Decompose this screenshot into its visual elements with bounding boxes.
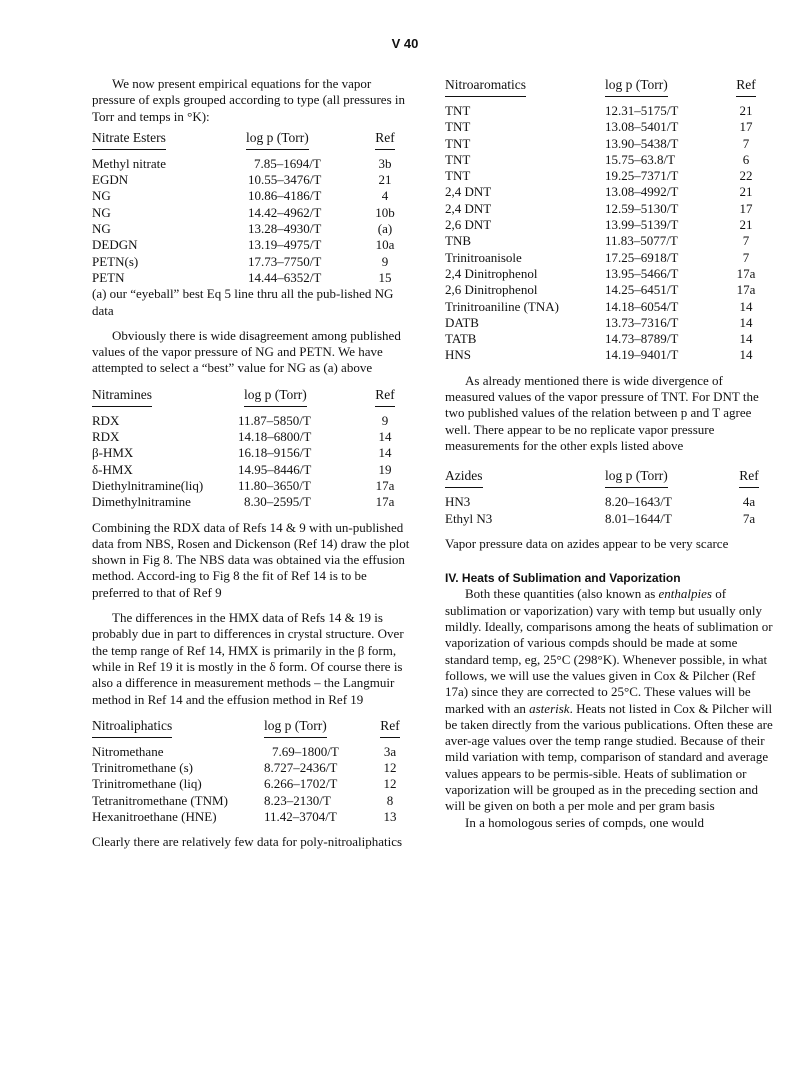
azides-table: [445, 467, 775, 527]
paragraph-homologous: In a homologous series of compds, one would: [465, 814, 705, 830]
table-row: Dimethylnitramine 8.30–2595/T 17a: [92, 494, 395, 510]
nitroaliphatics-table: [92, 717, 412, 825]
table-row: NG 13.28–4930/T (a): [92, 221, 393, 237]
table-row: 2,4 Dinitrophenol 13.95–5466/T 17a: [445, 265, 756, 281]
table-row: PETN(s) 17.73–7750/T 9: [92, 253, 389, 269]
table-row: Trinitromethane (s) 8.727–2436/T 12: [92, 760, 397, 776]
table-row: TNB 11.83–5077/T 7: [445, 233, 750, 249]
column-header-equation: log p (Torr): [238, 386, 358, 413]
paragraph-hmx: The differences in the HMX data of Refs 14 & 19 is probably due in part to differences in crystal structure. Over the temp range of Ref 14, HMX is primarily in the β form, while in Ref 19 it is mostly in the δ form. Of course there is also a difference in measurement methods – the Langmuir method in Ref 14 and the effusion method in Ref 19: [92, 610, 404, 707]
table-row: TATB 14.73–8789/T 14: [445, 331, 753, 347]
table-row: β-HMX 16.18–9156/T 14: [92, 445, 392, 461]
table-row: δ-HMX 14.95–8446/T 19: [92, 461, 392, 477]
column-header-equation: log p (Torr): [264, 717, 368, 744]
table-row: 2,4 DNT 12.59–5130/T 17: [445, 200, 753, 216]
table-row: Diethylnitramine(liq) 11.80–3650/T 17a: [92, 477, 395, 493]
column-header-type: Azides: [445, 467, 605, 494]
table-row: NG 10.86–4186/T 4: [92, 188, 389, 204]
table-footnote: (a) our “eyeball” best Eq 5 line thru all the pub-lished NG data: [92, 286, 394, 318]
table-row: HNS 14.19–9401/T 14: [445, 347, 753, 363]
column-header-type: Nitroaliphatics: [92, 717, 264, 744]
table-row: Ethyl N3 8.01–1644/T 7a: [445, 510, 756, 526]
table-row: Trinitroaniline (TNA) 14.18–6054/T 14: [445, 298, 753, 314]
table-row: 2,6 DNT 13.99–5139/T 21: [445, 217, 753, 233]
column-header-ref: Ref: [358, 129, 412, 156]
table-row: NG 14.42–4962/T 10b: [92, 204, 395, 220]
table-row: PETN 14.44–6352/T 15: [92, 269, 392, 285]
column-header-type: Nitroaromatics: [445, 76, 605, 103]
table-row: Trinitroanisole 17.25–6918/T 7: [445, 249, 750, 265]
paragraph-heats: Both these quantities (also known as enthalpies of sublimation or vaporization) vary with temp but usually only mildly. Ideally, comparisons among the heats of sublimation or vaporization of various compds should be made at some standard temp, eg, 25°C (298°K). Whenever possible, in what follows, we will use the values given in Cox & Pilcher (Ref 17a) since they are corrected to 25°C. These values will be marked with an asterisk. Heats not listed in Cox & Pilcher will be taken directly from the various publications. Often these are aver-age values over the temp range studied. Because of their mild variation with temp, comparison of standard and average values appears to be permis-sible. Heats of sublimation or vaporization will be grouped as in the preceding section and will be given on both a per mole and per gram basis: [445, 586, 773, 814]
table-row: Trinitromethane (liq) 6.266–1702/T 12: [92, 776, 397, 792]
page-number: V 40: [391, 36, 419, 51]
paragraph-rdx: Combining the RDX data of Refs 14 & 9 with un-published data from NBS, Rosen and Dickenson (Ref 14) draw the plot shown in Fig 8. The NBS data was obtained via the effusion method. Accord-ing to Fig 8 the fit of Ref 14 is to be preferred to that of Ref 9: [92, 519, 410, 600]
table-row: RDX 11.87–5850/T 9: [92, 412, 389, 428]
table-row: TNT 19.25–7371/T 22: [445, 168, 753, 184]
right-column: [445, 76, 775, 831]
nitroaromatics-table: [445, 76, 775, 364]
nitrate-esters-table: [92, 129, 412, 286]
column-header-equation: log p (Torr): [240, 129, 358, 156]
table-row: DATB 13.73–7316/T 14: [445, 314, 753, 330]
column-header-equation: log p (Torr): [605, 76, 717, 103]
table-row: 2,4 DNT 13.08–4992/T 21: [445, 184, 753, 200]
intro-paragraph: We now present empirical equations for the vapor pressure of expls grouped according to type (all pressures in Torr and temps in °K):: [92, 76, 405, 124]
table-row: TNT 15.75–63.8/T 6: [445, 151, 750, 167]
section-heading: IV. Heats of Sublimation and Vaporization: [445, 571, 681, 586]
paragraph-azides: Vapor pressure data on azides appear to be very scarce: [445, 535, 729, 551]
table-row: RDX 14.18–6800/T 14: [92, 429, 392, 445]
column-header-ref: Ref: [717, 76, 775, 103]
column-header-type: Nitrate Esters: [92, 129, 240, 156]
table-row: Hexanitroethane (HNE) 11.42–3704/T 13: [92, 808, 397, 824]
table-row: TNT 12.31–5175/T 21: [445, 103, 753, 118]
table-row: TNT 13.08–5401/T 17: [445, 119, 753, 135]
paragraph-polynitroaliphatics: Clearly there are relatively few data for poly-nitroaliphatics: [92, 834, 403, 850]
table-row: EGDN 10.55–3476/T 21: [92, 172, 392, 188]
table-row: 2,6 Dinitrophenol 14.25–6451/T 17a: [445, 282, 756, 298]
table-row: Tetranitromethane (TNM) 8.23–2130/T 8: [92, 792, 394, 808]
nitramines-table: [92, 386, 412, 511]
table-row: Methyl nitrate 7.85–1694/T 3b: [92, 155, 392, 171]
paragraph-tnt: As already mentioned there is wide divergence of measured values of the vapor pressure of TNT. For DNT the two published values of the relation between p and T agree well. There appear to be no replicate vapor pressure measurements for the other expls listed above: [445, 372, 759, 453]
column-header-equation: log p (Torr): [605, 467, 723, 494]
table-row: TNT 13.90–5438/T 7: [445, 135, 750, 151]
table-row: Nitromethane 7.69–1800/T 3a: [92, 743, 397, 759]
column-header-ref: Ref: [358, 386, 412, 413]
paragraph-ng: Obviously there is wide disagreement among published values of the vapor pressure of NG and PETN. We have attempted to select a “best” value for NG as (a) above: [92, 327, 401, 376]
table-row: HN3 8.20–1643/T 4a: [445, 494, 756, 510]
left-column: [92, 76, 412, 851]
column-header-ref: Ref: [368, 717, 412, 744]
column-header-ref: Ref: [723, 467, 775, 494]
column-header-type: Nitramines: [92, 386, 238, 413]
table-row: DEDGN 13.19–4975/T 10a: [92, 237, 395, 253]
